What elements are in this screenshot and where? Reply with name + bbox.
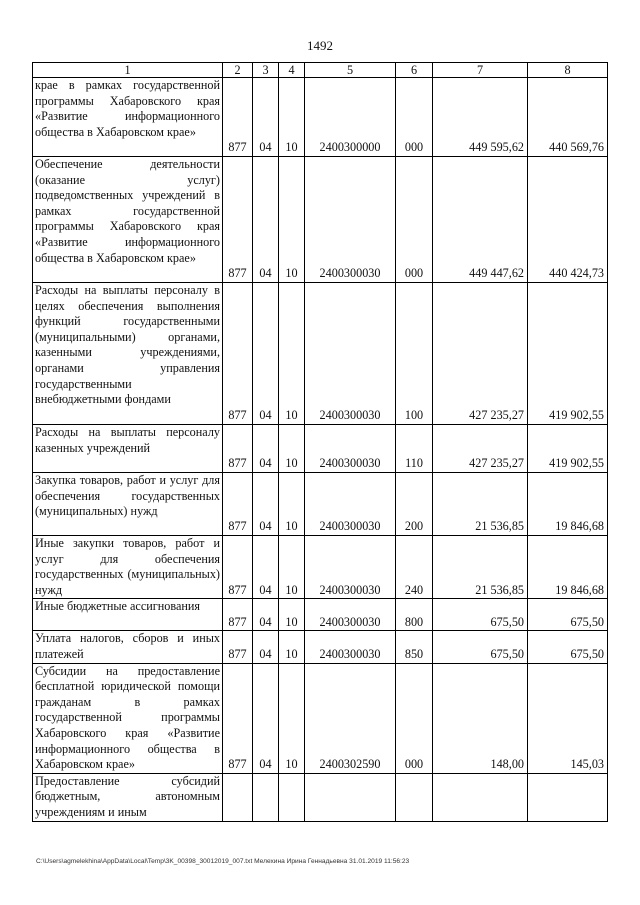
amount-cell: 675,50 bbox=[528, 599, 608, 631]
subsection-cell: 10 bbox=[279, 599, 305, 631]
column-header: 6 bbox=[396, 63, 433, 78]
subsection-cell: 10 bbox=[279, 631, 305, 663]
target-article-cell: 2400300030 bbox=[305, 631, 396, 663]
admin-code-cell bbox=[223, 773, 253, 821]
expense-type-cell: 200 bbox=[396, 473, 433, 536]
column-header: 4 bbox=[279, 63, 305, 78]
table-row bbox=[33, 78, 608, 157]
admin-code-cell: 877 bbox=[223, 157, 253, 283]
row-description: Расходы на выплаты персоналу казенных учреждений bbox=[33, 425, 223, 473]
admin-code-cell: 877 bbox=[223, 536, 253, 599]
budget-table bbox=[32, 62, 608, 822]
section-cell bbox=[253, 773, 279, 821]
table-row bbox=[33, 157, 608, 283]
amount-cell: 19 846,68 bbox=[528, 536, 608, 599]
table-header-row bbox=[33, 63, 608, 78]
column-header: 8 bbox=[528, 63, 608, 78]
expense-type-cell: 800 bbox=[396, 599, 433, 631]
amount-cell: 675,50 bbox=[433, 631, 528, 663]
section-cell: 04 bbox=[253, 473, 279, 536]
expense-type-cell: 000 bbox=[396, 157, 433, 283]
expense-type-cell: 000 bbox=[396, 78, 433, 157]
expense-type-cell: 240 bbox=[396, 536, 433, 599]
amount-cell: 427 235,27 bbox=[433, 283, 528, 425]
column-header: 7 bbox=[433, 63, 528, 78]
expense-type-cell: 100 bbox=[396, 283, 433, 425]
target-article-cell: 2400300030 bbox=[305, 157, 396, 283]
amount-cell: 449 447,62 bbox=[433, 157, 528, 283]
admin-code-cell: 877 bbox=[223, 78, 253, 157]
amount-cell: 21 536,85 bbox=[433, 536, 528, 599]
amount-cell: 675,50 bbox=[433, 599, 528, 631]
subsection-cell: 10 bbox=[279, 663, 305, 773]
row-description: Иные закупки товаров, работ и услуг для обеспечения государственных (муниципальных) нужд bbox=[33, 536, 223, 599]
subsection-cell: 10 bbox=[279, 473, 305, 536]
table-row bbox=[33, 599, 608, 631]
section-cell: 04 bbox=[253, 78, 279, 157]
amount-cell: 19 846,68 bbox=[528, 473, 608, 536]
section-cell: 04 bbox=[253, 425, 279, 473]
expense-type-cell: 110 bbox=[396, 425, 433, 473]
subsection-cell: 10 bbox=[279, 536, 305, 599]
admin-code-cell: 877 bbox=[223, 473, 253, 536]
amount-cell: 419 902,55 bbox=[528, 283, 608, 425]
target-article-cell: 2400300030 bbox=[305, 425, 396, 473]
table-row bbox=[33, 663, 608, 773]
amount-cell: 145,03 bbox=[528, 663, 608, 773]
row-description: Обеспечение деятельности (оказание услуг) подведомственных учреждений в рамках государственной программы Хабаровского края «Развитие информационного общества в Хабаровском крае» bbox=[33, 157, 223, 283]
row-description: крае в рамках государственной программы Хабаровского края «Развитие информационного общества в Хабаровском крае» bbox=[33, 78, 223, 157]
section-cell: 04 bbox=[253, 599, 279, 631]
section-cell: 04 bbox=[253, 663, 279, 773]
table-row bbox=[33, 536, 608, 599]
admin-code-cell: 877 bbox=[223, 425, 253, 473]
section-cell: 04 bbox=[253, 157, 279, 283]
table-row bbox=[33, 773, 608, 821]
expense-type-cell: 000 bbox=[396, 663, 433, 773]
row-description: Закупка товаров, работ и услуг для обеспечения государственных (муниципальных) нужд bbox=[33, 473, 223, 536]
column-header: 2 bbox=[223, 63, 253, 78]
row-description: Иные бюджетные ассигнования bbox=[33, 599, 223, 631]
section-cell: 04 bbox=[253, 536, 279, 599]
amount-cell: 449 595,62 bbox=[433, 78, 528, 157]
target-article-cell: 2400302590 bbox=[305, 663, 396, 773]
amount-cell: 440 424,73 bbox=[528, 157, 608, 283]
admin-code-cell: 877 bbox=[223, 599, 253, 631]
page-number: 1492 bbox=[307, 38, 333, 53]
target-article-cell: 2400300000 bbox=[305, 78, 396, 157]
row-description: Предоставление субсидий бюджетным, автономным учреждениям и иным bbox=[33, 773, 223, 821]
target-article-cell: 2400300030 bbox=[305, 283, 396, 425]
subsection-cell bbox=[279, 773, 305, 821]
column-header: 3 bbox=[253, 63, 279, 78]
amount-cell bbox=[528, 773, 608, 821]
row-description: Расходы на выплаты персоналу в целях обеспечения выполнения функций государственными (муниципальными) органами, казенными учреждениями, органами управления государственными внебюджетными фондами bbox=[33, 283, 223, 425]
amount-cell: 440 569,76 bbox=[528, 78, 608, 157]
admin-code-cell: 877 bbox=[223, 283, 253, 425]
target-article-cell: 2400300030 bbox=[305, 473, 396, 536]
table-row bbox=[33, 631, 608, 663]
section-cell: 04 bbox=[253, 283, 279, 425]
table-row bbox=[33, 473, 608, 536]
subsection-cell: 10 bbox=[279, 157, 305, 283]
subsection-cell: 10 bbox=[279, 425, 305, 473]
column-header: 1 bbox=[33, 63, 223, 78]
target-article-cell: 2400300030 bbox=[305, 536, 396, 599]
section-cell: 04 bbox=[253, 631, 279, 663]
target-article-cell bbox=[305, 773, 396, 821]
row-description: Уплата налогов, сборов и иных платежей bbox=[33, 631, 223, 663]
amount-cell: 675,50 bbox=[528, 631, 608, 663]
footer-file-path: C:\Users\agmelekhina\AppData\Local\Temp\3K_00398_30012019_007.txt Мелехина Ирина Геннадьевна 31.01.2019 11:56:23 bbox=[36, 858, 410, 865]
amount-cell: 427 235,27 bbox=[433, 425, 528, 473]
expense-type-cell: 850 bbox=[396, 631, 433, 663]
admin-code-cell: 877 bbox=[223, 631, 253, 663]
subsection-cell: 10 bbox=[279, 283, 305, 425]
admin-code-cell: 877 bbox=[223, 663, 253, 773]
target-article-cell: 2400300030 bbox=[305, 599, 396, 631]
expense-type-cell bbox=[396, 773, 433, 821]
amount-cell: 148,00 bbox=[433, 663, 528, 773]
table-row bbox=[33, 425, 608, 473]
column-header: 5 bbox=[305, 63, 396, 78]
table-row bbox=[33, 283, 608, 425]
amount-cell: 419 902,55 bbox=[528, 425, 608, 473]
amount-cell bbox=[433, 773, 528, 821]
subsection-cell: 10 bbox=[279, 78, 305, 157]
row-description: Субсидии на предоставление бесплатной юридической помощи гражданам в рамках государственной программы Хабаровского края «Развитие информационного общества в Хабаровском крае» bbox=[33, 663, 223, 773]
amount-cell: 21 536,85 bbox=[433, 473, 528, 536]
